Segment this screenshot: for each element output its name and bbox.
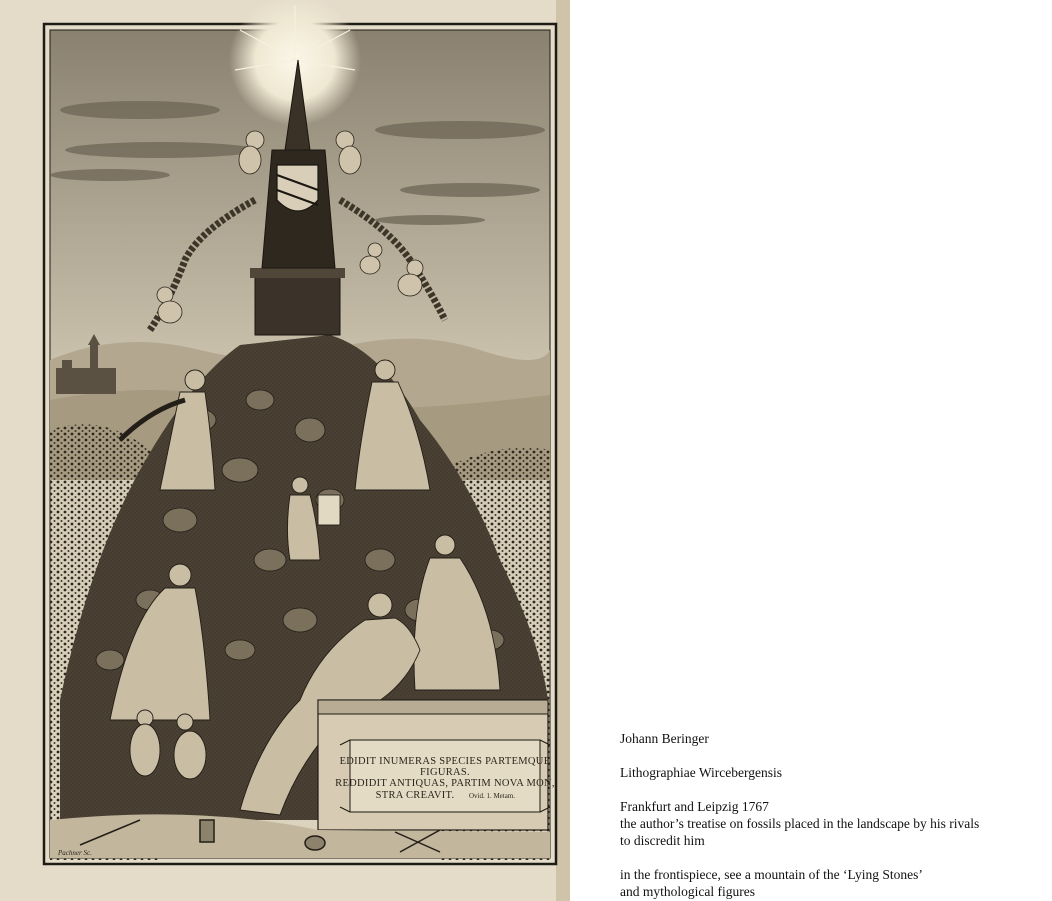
- imprint-line: Frankfurt and Leipzig 1767: [620, 799, 769, 814]
- inscription-line-4: STRA CREAVIT.: [375, 790, 455, 801]
- description-line-2: to discredit him: [620, 833, 705, 848]
- note-line-1: in the frontispiece, see a mountain of the ‘Lying Stones’: [620, 867, 923, 882]
- description-line-1: the author’s treatise on fossils placed in the landscape by his rivals: [620, 816, 980, 831]
- inscription-line-2: FIGURAS.: [420, 767, 470, 778]
- book-title: Lithographiae Wircebergensis: [620, 765, 783, 780]
- inscription-line-3: REDDIDIT ANTIQUAS, PARTIM NOVA MON,: [335, 778, 555, 789]
- note-line-2: and mythological figures: [620, 884, 755, 899]
- caption-block: [620, 730, 1040, 900]
- engraver-signature: Pachner Sc.: [58, 849, 92, 857]
- inscription-source: Ovid. 1. Metam.: [468, 792, 516, 800]
- inscription-line-1: EDIDIT INUMERAS SPECIES PARTEMQUE: [339, 756, 551, 767]
- author-name: Johann Beringer: [620, 731, 709, 746]
